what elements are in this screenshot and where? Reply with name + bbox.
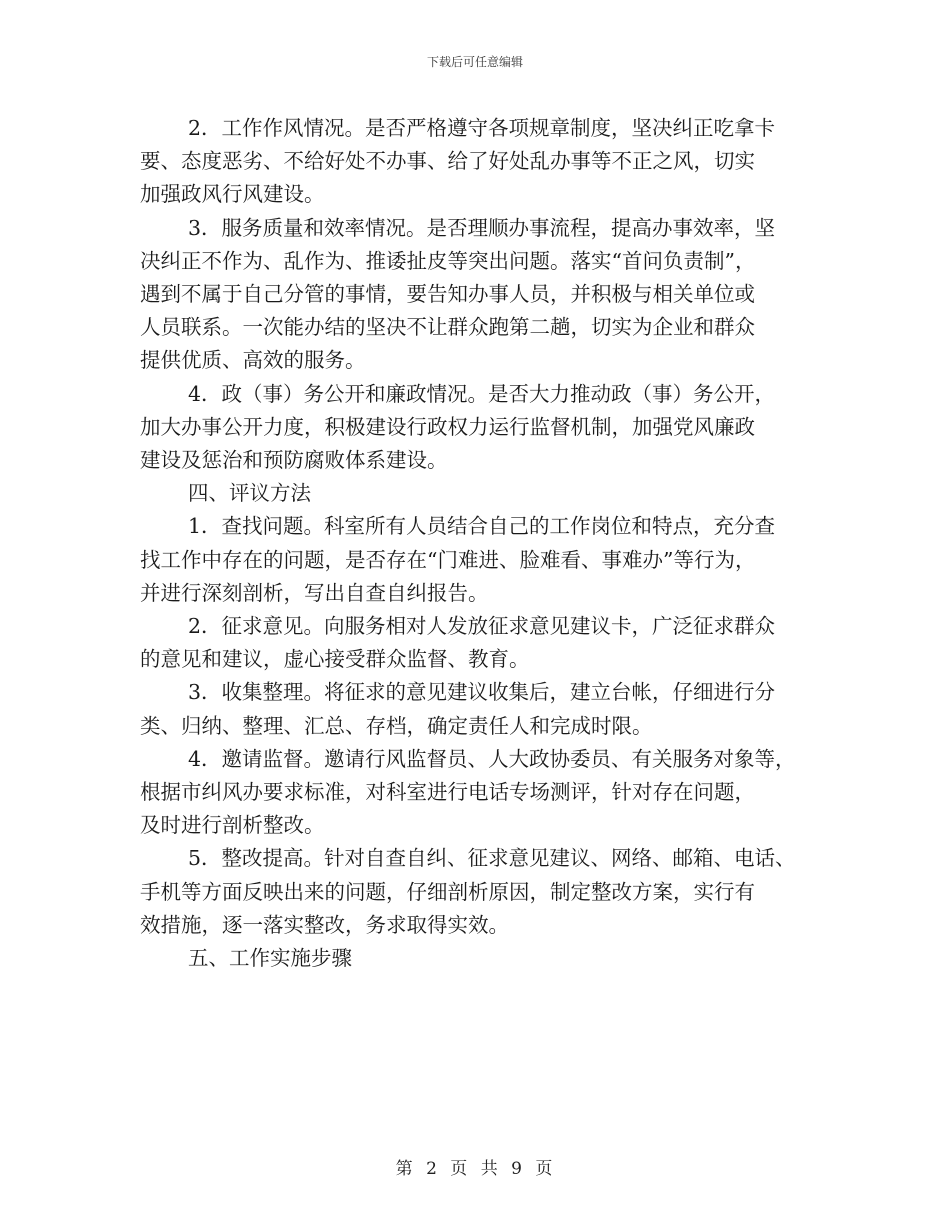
paragraph-collect-organize xyxy=(140,676,820,742)
paragraph-service-quality xyxy=(140,212,820,378)
text-line: 4．政（事）务公开和廉政情况。是否大力推动政（事）务公开， xyxy=(188,381,776,406)
text-line: 建设及惩治和预防腐败体系建设。 xyxy=(140,448,448,473)
paragraph-find-problems xyxy=(140,510,820,610)
text-line: 手机等方面反映出来的问题，仔细剖析原因，制定整改方案，实行有 xyxy=(140,879,755,904)
text-line: 提供优质、高效的服务。 xyxy=(140,348,366,373)
text-line: 五、工作实施步骤 xyxy=(188,946,352,971)
text-line: 并进行深刻剖析，写出自查自纠报告。 xyxy=(140,580,489,605)
paragraph-invite-supervision xyxy=(140,743,820,843)
paragraph-work-style xyxy=(140,112,820,212)
text-line: 1．查找问题。科室所有人员结合自己的工作岗位和特点，充分查 xyxy=(188,514,776,539)
header-note: 下载后可任意编辑 xyxy=(426,55,523,69)
section-heading-methods xyxy=(140,477,820,510)
page-footer xyxy=(0,1154,950,1179)
text-line: 3．收集整理。将征求的意见建议收集后，建立台帐，仔细进行分 xyxy=(188,680,776,705)
paragraph-rectify-improve xyxy=(140,842,820,942)
text-line: 加强政风行风建设。 xyxy=(140,182,325,207)
section-heading-steps xyxy=(140,942,820,975)
text-line: 人员联系。一次能办结的坚决不让群众跑第二趟，切实为企业和群众 xyxy=(140,315,755,340)
text-line: 4．邀请监督。邀请行风监督员、人大政协委员、有关服务对象等， xyxy=(188,746,796,771)
text-line: 四、评议方法 xyxy=(188,481,311,506)
text-line: 加大办事公开力度，积极建设行政权力运行监督机制，加强党风廉政 xyxy=(140,414,755,439)
paragraph-transparency xyxy=(140,378,820,478)
text-line: 及时进行剖析整改。 xyxy=(140,813,325,838)
text-line: 要、态度恶劣、不给好处不办事、给了好处乱办事等不正之风，切实 xyxy=(140,149,755,174)
page-number: 第 2 页 共 9 页 xyxy=(395,1159,555,1179)
page-header xyxy=(0,54,950,70)
text-line: 3．服务质量和效率情况。是否理顺办事流程，提高办事效率，坚 xyxy=(188,215,776,240)
text-line: 决纠正不作为、乱作为、推诿扯皮等突出问题。落实“首问负责制”， xyxy=(140,248,756,273)
text-line: 的意见和建议，虚心接受群众监督、教育。 xyxy=(140,647,530,672)
text-line: 效措施，逐一落实整改，务求取得实效。 xyxy=(140,912,509,937)
text-line: 找工作中存在的问题，是否存在“门难进、脸难看、事难办”等行为， xyxy=(140,547,756,572)
text-line: 2．工作作风情况。是否严格遵守各项规章制度，坚决纠正吃拿卡 xyxy=(188,116,776,140)
text-line: 根据市纠风办要求标准，对科室进行电话专场测评，针对存在问题， xyxy=(140,780,755,805)
document-body xyxy=(140,112,820,975)
text-line: 5．整改提高。针对自查自纠、征求意见建议、网络、邮箱、电话、 xyxy=(188,846,796,871)
text-line: 类、归纳、整理、汇总、存档，确定责任人和完成时限。 xyxy=(140,713,653,738)
paragraph-solicit-opinions xyxy=(140,610,820,676)
text-line: 遇到不属于自己分管的事情，要告知办事人员，并积极与相关单位或 xyxy=(140,282,755,307)
text-line: 2．征求意见。向服务相对人发放征求意见建议卡，广泛征求群众 xyxy=(188,614,776,639)
